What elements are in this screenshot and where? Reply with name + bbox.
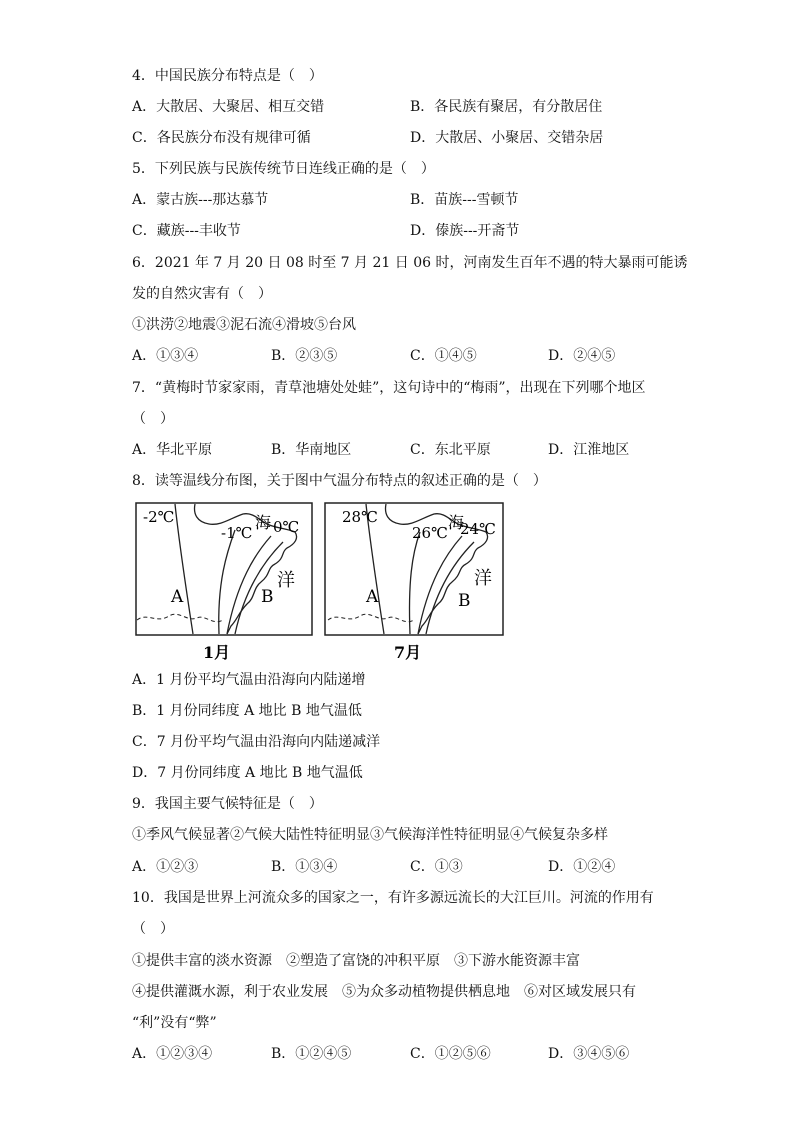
q8-stem: 8．读等温线分布图，关于图中气温分布特点的叙述正确的是（ ） (132, 473, 547, 489)
isotherm-map-january (135, 502, 313, 666)
q5-option-a: A．蒙古族---那达慕节 (132, 192, 269, 208)
q9-option-d: D．①②④ (548, 859, 616, 875)
temp-label-24: 24℃ (460, 520, 496, 538)
isotherm-map-july (324, 502, 506, 666)
ocean-label: 洋 (474, 568, 492, 589)
map-caption-january: 1月 (203, 643, 231, 662)
ocean-label: 洋 (277, 570, 295, 591)
q4-option-b: B．各民族有聚居，有分散居住 (410, 99, 603, 115)
q7-option-d: D．江淮地区 (548, 442, 630, 458)
q4-option-a: A．大散居、大聚居、相互交错 (132, 99, 325, 115)
q9-stem: 9．我国主要气候特征是（ ） (132, 796, 323, 812)
q10-items-line1: ①提供丰富的淡水资源 ②塑造了富饶的冲积平原 ③下游水能资源丰富 (132, 953, 580, 969)
q4-stem: 4．中国民族分布特点是（ ） (132, 68, 323, 84)
q8-option-b: B．1 月份同纬度 A 地比 B 地气温低 (132, 703, 362, 719)
point-b-label: B (458, 591, 471, 611)
q10-items-line3: “利”没有“弊” (132, 1015, 217, 1031)
q7-stem-line1: 7．“黄梅时节家家雨，青草池塘处处蛙”，这句诗中的“梅雨”，出现在下列哪个地区 (132, 380, 646, 396)
q7-option-c: C．东北平原 (410, 442, 491, 458)
sea-label: 海 (255, 513, 272, 532)
q6-stem-line2: 发的自然灾害有（ ） (132, 286, 272, 302)
sea-label: 海 (448, 513, 465, 532)
temp-label-26: 26℃ (412, 524, 448, 542)
q8-option-a: A．1 月份平均气温由沿海向内陆递增 (132, 672, 366, 688)
q5-option-d: D．傣族---开斋节 (410, 223, 520, 239)
q7-option-b: B．华南地区 (271, 442, 352, 458)
q6-option-a: A．①③④ (132, 348, 199, 364)
temp-label-minus1: -1℃ (221, 524, 253, 542)
temp-label-minus2: -2℃ (143, 508, 175, 526)
q7-stem-line2: （ ） (132, 411, 174, 427)
q9-option-b: B．①③④ (271, 859, 338, 875)
q5-option-c: C．藏族---丰收节 (132, 223, 241, 239)
q5-stem: 5．下列民族与民族传统节日连线正确的是（ ） (132, 161, 435, 177)
temp-label-0: 0℃ (273, 518, 300, 536)
q6-stem-line1: 6．2021 年 7 月 20 日 08 时至 7 月 21 日 06 时，河南发生百年不遇的特大暴雨可能诱 (132, 255, 688, 271)
q9-option-c: C．①③ (410, 859, 463, 875)
q10-items-line2: ④提供灌溉水源，利于农业发展 ⑤为众多动植物提供栖息地 ⑥对区域发展只有 (132, 984, 636, 1000)
q10-option-a: A．①②③④ (132, 1046, 213, 1062)
point-a-label: A (366, 587, 379, 607)
q8-option-d: D．7 月份同纬度 A 地比 B 地气温低 (132, 765, 363, 781)
point-b-label: B (261, 587, 274, 607)
q6-option-d: D．②④⑤ (548, 348, 616, 364)
map-caption-july: 7月 (394, 643, 422, 662)
q6-option-b: B．②③⑤ (271, 348, 338, 364)
q6-option-c: C．①④⑤ (410, 348, 477, 364)
temp-label-28: 28℃ (342, 508, 378, 526)
q10-option-d: D．③④⑤⑥ (548, 1046, 630, 1062)
q10-option-b: B．①②④⑤ (271, 1046, 352, 1062)
q10-stem-line1: 10．我国是世界上河流众多的国家之一，有许多源远流长的大江巨川。河流的作用有 (132, 890, 654, 906)
point-a-label: A (171, 587, 184, 607)
q7-option-a: A．华北平原 (132, 442, 213, 458)
q10-stem-line2: （ ） (132, 921, 174, 937)
q4-option-c: C．各民族分布没有规律可循 (132, 130, 311, 146)
q10-option-c: C．①②⑤⑥ (410, 1046, 491, 1062)
q6-items: ①洪涝②地震③泥石流④滑坡⑤台风 (132, 317, 356, 333)
q9-option-a: A．①②③ (132, 859, 199, 875)
q4-option-d: D．大散居、小聚居、交错杂居 (410, 130, 604, 146)
q5-option-b: B．苗族---雪顿节 (410, 192, 519, 208)
q9-items: ①季风气候显著②气候大陆性特征明显③气候海洋性特征明显④气候复杂多样 (132, 827, 608, 843)
q8-option-c: C．7 月份平均气温由沿海向内陆递减洋 (132, 734, 381, 750)
